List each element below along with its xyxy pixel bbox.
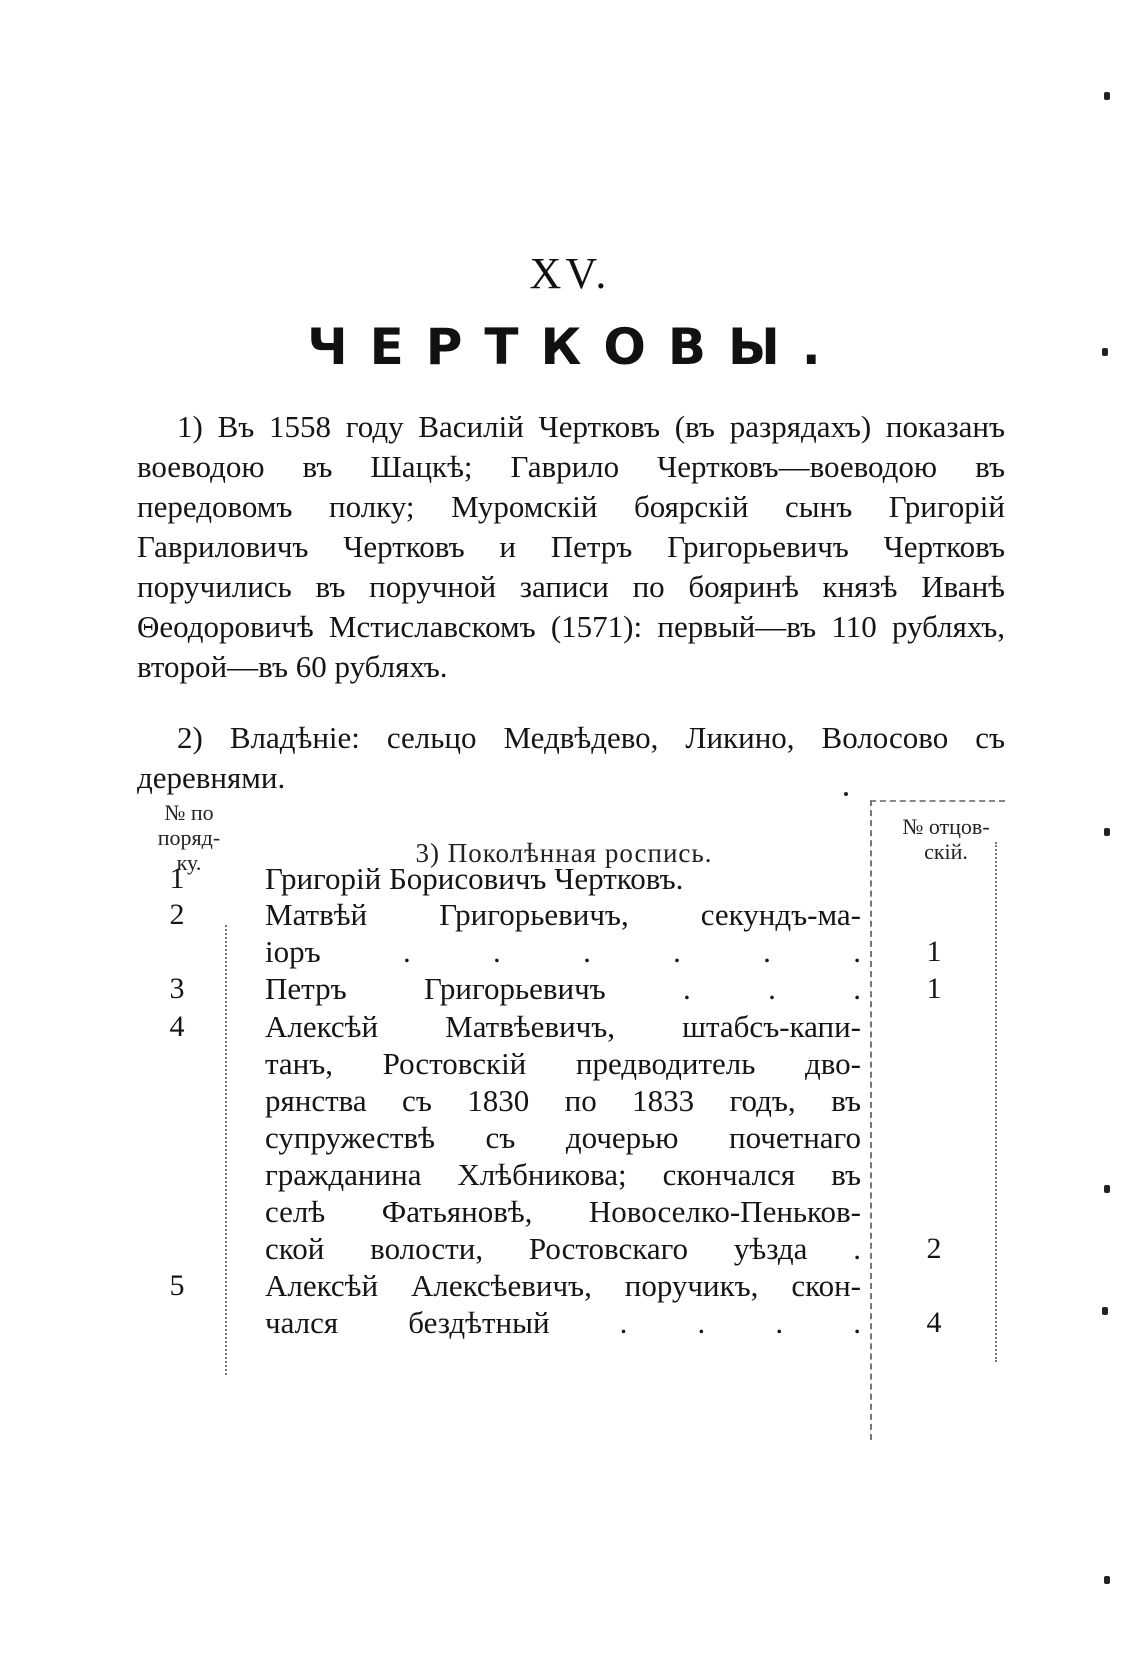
row-number: 5 [169,1269,185,1302]
row-text-line: танъ, Ростовскій предводитель дво- [265,1046,861,1081]
scan-speck [844,792,848,796]
row-father: 1 [926,972,942,1005]
row-text-line: Матвѣй Григорьевичъ, секундъ-ма- [265,897,861,932]
paragraph-1: 1) Въ 1558 году Василій Чертковъ (въ разрядахъ) показанъ воеводою въ Шацкѣ; Гаврило Чертковъ—воеводою въ передовомъ полку; Муромскій боярскій сынъ Григорій Гавриловичъ Чертковъ и Петръ Григорьевичъ Чертковъ поручились въ поручной записи по бояринѣ князѣ Иванѣ Θеодоровичѣ Мстиславскомъ (1571): первый—въ 110 рубляхъ, второй—въ 60 рубляхъ. [137,409,1005,684]
column-divider-edge [995,842,997,1362]
row-father: 1 [926,935,942,968]
row-text-line: Петръ Григорьевичъ . . . [265,971,861,1006]
page-title: ЧЕРТКОВЫ. [307,318,843,376]
row-number: 1 [169,862,185,895]
section-title: 3) Поколѣнная роспись. [415,838,713,868]
chapter-numeral: XV. [529,249,611,298]
row-text-line: чался бездѣтный . . . . [265,1305,861,1340]
row-text-line: супружествѣ съ дочерью почетнаго [265,1120,861,1155]
column-header-order-line: ку. [176,850,202,875]
genealogy-table [137,800,1005,1430]
column-header-father-line: скій. [924,839,968,864]
row-text [265,970,861,1007]
column-header-order-line: № по [164,800,214,825]
row-text [265,896,861,970]
header-rule [870,800,1005,802]
row-text-line: Алексѣй Матвѣевичъ, штабсъ-капи- [265,1009,861,1044]
row-father: 2 [926,1232,942,1265]
row-text-line: Алексѣй Алексѣевичъ, поручикъ, скон- [265,1268,861,1303]
row-number: 3 [169,972,185,1005]
paragraph-2: 2) Владѣніе: сельцо Медвѣдево, Ликино, Волосово съ деревнями. [137,720,1005,795]
row-text-line: гражданина Хлѣбникова; скончался въ [265,1157,861,1192]
column-header-order-line: поряд- [157,825,221,850]
row-text-line: іоръ . . . . . . [265,934,861,969]
scan-speck [1104,92,1110,100]
column-header-father [887,814,1005,864]
row-text [265,860,861,897]
row-text-line: Григорій Борисовичъ Чертковъ. [265,861,684,896]
row-text [265,1267,861,1341]
row-text-line: ской волости, Ростовскаго уѣзда . [265,1231,861,1266]
row-number: 2 [169,898,185,931]
scan-speck [1102,1307,1108,1315]
row-text-line: рянства съ 1830 по 1833 годъ, въ [265,1083,861,1118]
row-number: 4 [169,1010,185,1043]
scan-speck [1102,348,1108,356]
scan-speck [1104,828,1110,836]
column-divider-right [870,800,872,1440]
row-text [265,1008,861,1267]
column-divider-left [225,925,227,1375]
row-father: 4 [926,1306,942,1339]
row-text-line: селѣ Фатьяновѣ, Новоселко-Пеньков- [265,1194,861,1229]
scan-speck [1104,1576,1110,1584]
scan-speck [1104,1185,1110,1193]
column-header-father-line: № отцов- [902,814,990,839]
